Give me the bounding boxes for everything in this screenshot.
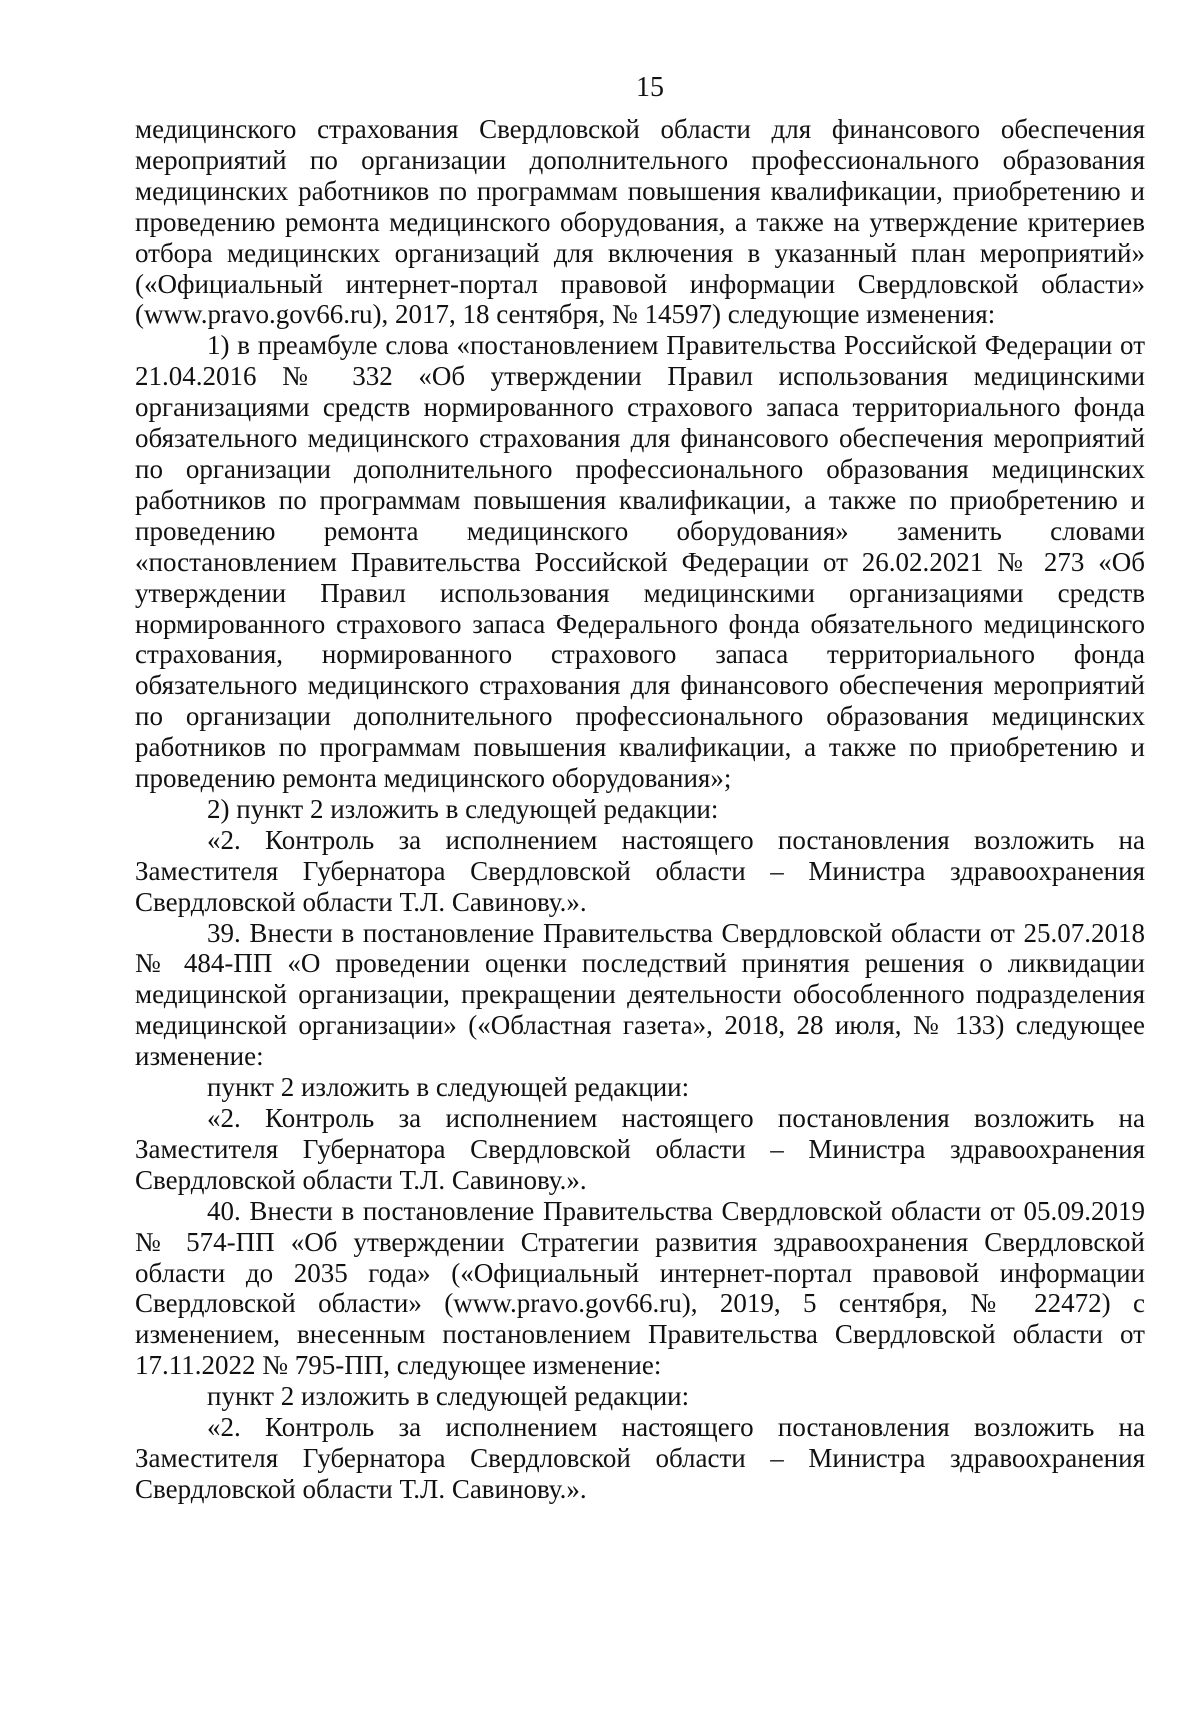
paragraph-continuation: медицинского страхования Свердловской области для финансового обеспечения мероприятий по организации дополнительного профессионального образования медицинских работников по программам повышения квалификации, приобретению и проведению ремонта медицинского оборудования, а также на утверждение критериев отбора медицинских организаций для включения в указанный план мероприятий» («Официальный интернет-портал правовой информации Свердловской области» (www.pravo.gov66.ru), 2017, 18 сентября, № 14597) следующие изменения: — [135, 114, 1145, 330]
paragraph-section-40: 40. Внести в постановление Правительства Свердловской области от 05.09.2019 № 574-ПП «Об утверждении Стратегии развития здравоохранения Свердловской области до 2035 года» («Официальный интернет-портал правовой информации Свердловской области» (www.pravo.gov66.ru), 2019, 5 сентября, № 22472) с изменением, внесенным постановлением Правительства Свердловской области от 17.11.2022 № 795-ПП, следующее изменение: — [135, 1195, 1145, 1381]
paragraph-item-2-intro-40: пункт 2 изложить в следующей редакции: — [207, 1381, 690, 1412]
paragraph-preamble-change: 1) в преамбуле слова «постановлением Правительства Российской Федерации от 21.04.2016 № 332 «Об утверждении Правил использования медицинскими организациями средств нормированного страхового запаса территориального фонда обязательного медицинского страхования для финансового обеспечения мероприятий по организации дополнительного профессионального образования медицинских работников по программам повышения квалификации, а также по приобретению и проведению ремонта медицинского оборудования» заменить словами «постановлением Правительства Российской Федерации от 26.02.2021 № 273 «Об утверждении Правил использования медицинскими организациями средств нормированного страхового запаса Федерального фонда обязательного медицинского страхования, нормированного страхового запаса территориального фонда обязательного медицинского страхования для финансового обеспечения мероприятий по организации дополнительного профессионального образования медицинских работников по программам повышения квалификации, а также по приобретению и проведению ремонта медицинского оборудования»; — [135, 330, 1145, 794]
document-body — [135, 114, 1145, 1505]
paragraph-control-clause-2: «2. Контроль за исполнением настоящего постановления возложить на Заместителя Губернатора Свердловской области – Министра здравоохранения Свердловской области Т.Л. Савинову.». — [135, 1103, 1145, 1195]
paragraph-item-2-intro-39: пункт 2 изложить в следующей редакции: — [207, 1072, 690, 1103]
paragraph-section-39: 39. Внести в постановление Правительства Свердловской области от 25.07.2018 № 484-ПП «О проведении оценки последствий принятия решения о ликвидации медицинской организации, прекращении деятельности обособленного подразделения медицинской организации» («Областная газета», 2018, 28 июля, № 133) следующее изменение: — [135, 917, 1145, 1072]
paragraph-item-2-intro: 2) пункт 2 изложить в следующей редакции: — [207, 793, 719, 824]
paragraph-control-clause-1: «2. Контроль за исполнением настоящего постановления возложить на Заместителя Губернатора Свердловской области – Министра здравоохранения Свердловской области Т.Л. Савинову.». — [135, 824, 1145, 917]
page-number: 15 — [636, 72, 664, 103]
paragraph-control-clause-3: «2. Контроль за исполнением настоящего постановления возложить на Заместителя Губернатора Свердловской области – Министра здравоохранения Свердловской области Т.Л. Савинову.». — [135, 1412, 1145, 1504]
